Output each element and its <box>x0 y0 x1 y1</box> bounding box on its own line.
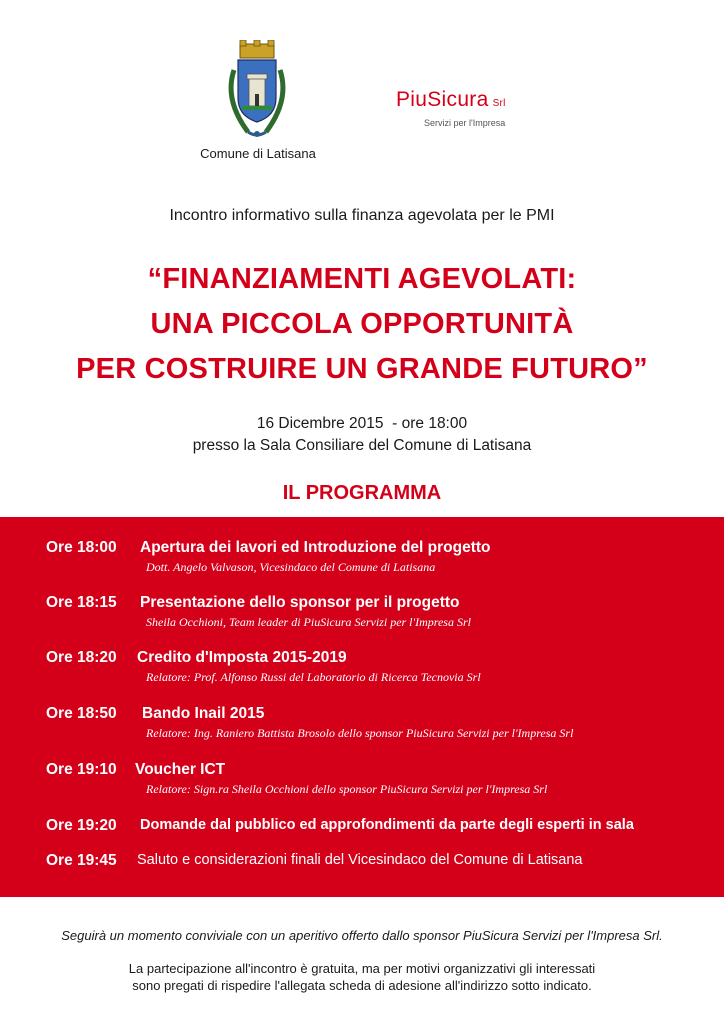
piusicura-tagline: Servizi per l'Impresa <box>424 118 506 128</box>
participation-note-line-1: La partecipazione all'incontro è gratuita, ma per motivi organizzativi gli interessati <box>128 961 596 976</box>
program-title: Credito d'Imposta 2015-2019 <box>137 649 347 666</box>
program-subtitle: Dott. Angelo Valvason, Vicesindaco del Comune di Latisana <box>146 560 436 574</box>
event-venue: presso la Sala Consiliare del Comune di Latisana <box>192 437 532 454</box>
program-subtitle: Relatore: Sign.ra Sheila Occhioni dello sponsor PiuSicura Servizi per l'Impresa Srl <box>146 782 548 796</box>
program-time: Ore 19:10 <box>46 761 117 778</box>
participation-note-line-2: sono pregati di rispedire l'allegata scheda di adesione all'indirizzo sotto indicato. <box>132 978 592 993</box>
program-subtitle: Sheila Occhioni, Team leader di PiuSicura Servizi per l'Impresa Srl <box>146 615 471 629</box>
program-time: Ore 19:45 <box>46 852 117 869</box>
program-title: Domande dal pubblico ed approfondimenti da parte degli esperti in sala <box>140 817 634 833</box>
program-title: Bando Inail 2015 <box>142 705 265 722</box>
event-subtitle: Incontro informativo sulla finanza agevolata per le PMI <box>169 207 555 224</box>
programma-title: IL PROGRAMMA <box>282 482 442 504</box>
program-time: Ore 18:50 <box>46 705 117 722</box>
program-box <box>0 517 724 897</box>
program-time: Ore 18:15 <box>46 594 117 611</box>
comune-crest-logo <box>218 40 296 146</box>
headline-line-1: “FINANZIAMENTI AGEVOLATI: <box>147 263 577 295</box>
headline-line-3: PER COSTRUIRE UN GRANDE FUTURO” <box>76 353 648 385</box>
program-time: Ore 18:00 <box>46 539 117 556</box>
piusicura-srl: Srl <box>492 98 506 109</box>
piusicura-logo <box>396 88 506 112</box>
program-title: Voucher ICT <box>135 761 226 778</box>
program-subtitle: Relatore: Ing. Raniero Battista Brosolo dello sponsor PiuSicura Servizi per l'Impresa Srl <box>146 726 574 740</box>
program-time: Ore 19:20 <box>46 817 117 834</box>
program-title: Saluto e considerazioni finali del Vicesindaco del Comune di Latisana <box>137 852 583 868</box>
headline-line-2: UNA PICCOLA OPPORTUNITÀ <box>150 308 574 340</box>
program-subtitle: Relatore: Prof. Alfonso Russi del Laboratorio di Ricerca Tecnovia Srl <box>146 670 481 684</box>
event-date: 16 Dicembre 2015 - ore 18:00 <box>256 415 468 432</box>
piusicura-name: PiuSicura <box>396 88 489 111</box>
program-title: Apertura dei lavori ed Introduzione del progetto <box>140 539 491 556</box>
program-title: Presentazione dello sponsor per il progetto <box>140 594 460 611</box>
comune-label: Comune di Latisana <box>200 146 316 161</box>
program-time: Ore 18:20 <box>46 649 117 666</box>
aperitivo-note: Seguirà un momento conviviale con un aperitivo offerto dallo sponsor PiuSicura Servizi per l'Impresa Srl. <box>61 928 663 943</box>
